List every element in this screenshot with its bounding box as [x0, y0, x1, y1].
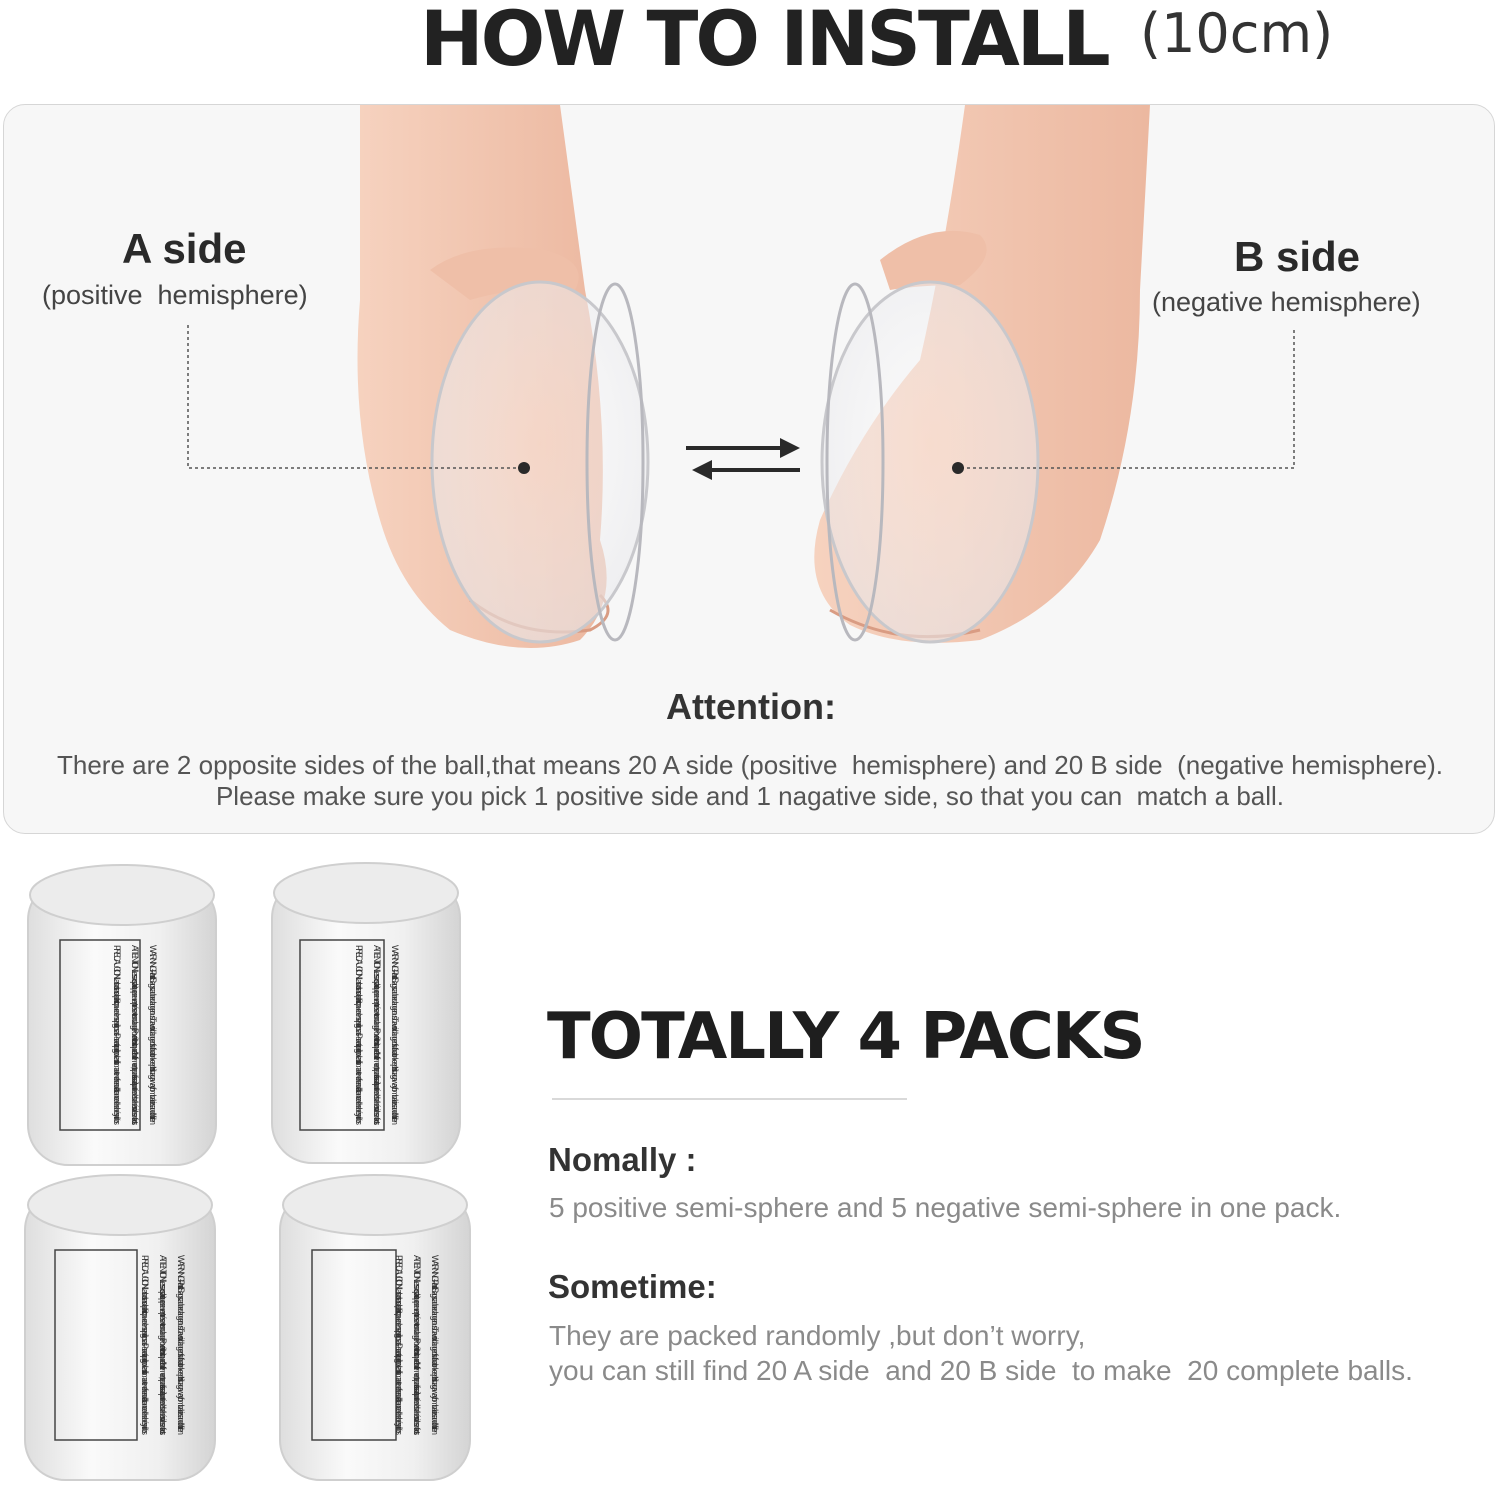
normally-heading: Nomally : — [548, 1141, 697, 1178]
packs-title: TOTALLY 4 PACKS — [547, 1000, 1144, 1074]
pack-4-attention: ATTENTION Les sacs plastique peuvent présenter un danger. Pour éviter tout risque d'étouffement, ne pas laisser à la portée des bébés ni des enfants. — [412, 1255, 422, 1436]
pack-3-attention: ATTENTION Les sacs plastique peuvent présenter un danger. Pour éviter tout risque d'étouffement, ne pas laisser à la portée des bébés ni des enfants. — [158, 1255, 168, 1436]
pack-2 — [272, 863, 460, 1163]
b-side-label: B side — [1234, 233, 1361, 280]
leader-dot-icon — [518, 462, 530, 474]
a-side-label: A side — [122, 225, 247, 272]
b-side-hemisphere — [822, 282, 1038, 642]
a-side-hemisphere — [432, 282, 648, 642]
pack-1-warning: WARNING: Plastic Bags can be dangerous. To avoid danger of suffocation keep this bag away from babies and children — [148, 945, 158, 1125]
sometime-text-1: They are packed randomly ,but don’t worry, — [549, 1320, 1086, 1351]
pack-4-warning: WARNING: Plastic Bags can be dangerous. To avoid danger of suffocation keep this bag away from babies and children — [430, 1255, 440, 1435]
attention-line-2: Please make sure you pick 1 positive side and 1 nagative side, so that you can match a ball. — [215, 781, 1285, 811]
leader-dot-icon — [952, 462, 964, 474]
size-label: (10cm) — [1140, 2, 1334, 65]
sometime-text-2: you can still find 20 A side and 20 B side to make 20 complete balls. — [549, 1355, 1413, 1386]
pack-3-precaucion: PRECAUCION Las bolsas de plástico pueden ser peligrosas. Para evitar peligro de asfixia mantener fuera del alcance de bebés y niños — [140, 1255, 150, 1435]
normally-text: 5 positive semi-sphere and 5 negative semi-sphere in one pack. — [549, 1192, 1342, 1223]
pack-2-warning: WARNING: Plastic Bags can be dangerous. To avoid danger of suffocation keep this bag away from babies and children — [390, 945, 400, 1125]
sometime-heading: Sometime: — [548, 1268, 717, 1305]
pack-1-attention: ATTENTION Les sacs plastique peuvent présenter un danger. Pour éviter tout risque d'étouffement, ne pas laisser à la portée des bébés ni des enfants. — [130, 945, 140, 1126]
swap-arrows-icon — [686, 438, 800, 480]
a-side-subtitle: (positive hemisphere) — [42, 280, 308, 310]
pack-1-precaucion: PRECAUCION Las bolsas de plástico pueden ser peligrosas. Para evitar peligro de asfixia mantener fuera del alcance de bebés y niños — [112, 945, 122, 1125]
b-side-subtitle: (negative hemisphere) — [1152, 287, 1421, 317]
pack-2-attention: ATTENTION Les sacs plastique peuvent présenter un danger. Pour éviter tout risque d'étouffement, ne pas laisser à la portée des bébés ni des enfants. — [372, 945, 382, 1126]
pack-4 — [280, 1175, 470, 1480]
pack-2-precaucion: PRECAUCION Las bolsas de plástico pueden ser peligrosas. Para evitar peligro de asfixia mantener fuera del alcance de bebés y niños — [354, 945, 364, 1125]
pack-4-precaucion: PRECAUCION Las bolsas de plástico pueden ser peligrosas. Para evitar peligro de asfixia mantener fuera del alcance de bebés y niños — [394, 1255, 404, 1435]
page-title: HOW TO INSTALL — [420, 0, 1108, 83]
pack-3-warning: WARNING: Plastic Bags can be dangerous. To avoid danger of suffocation keep this bag away from babies and children — [176, 1255, 186, 1435]
attention-title: Attention: — [666, 686, 836, 727]
packs-divider — [552, 1098, 907, 1100]
attention-line-1: There are 2 opposite sides of the ball,that means 20 A side (positive hemisphere) and 20 B side (negative hemisphere). — [56, 750, 1444, 780]
